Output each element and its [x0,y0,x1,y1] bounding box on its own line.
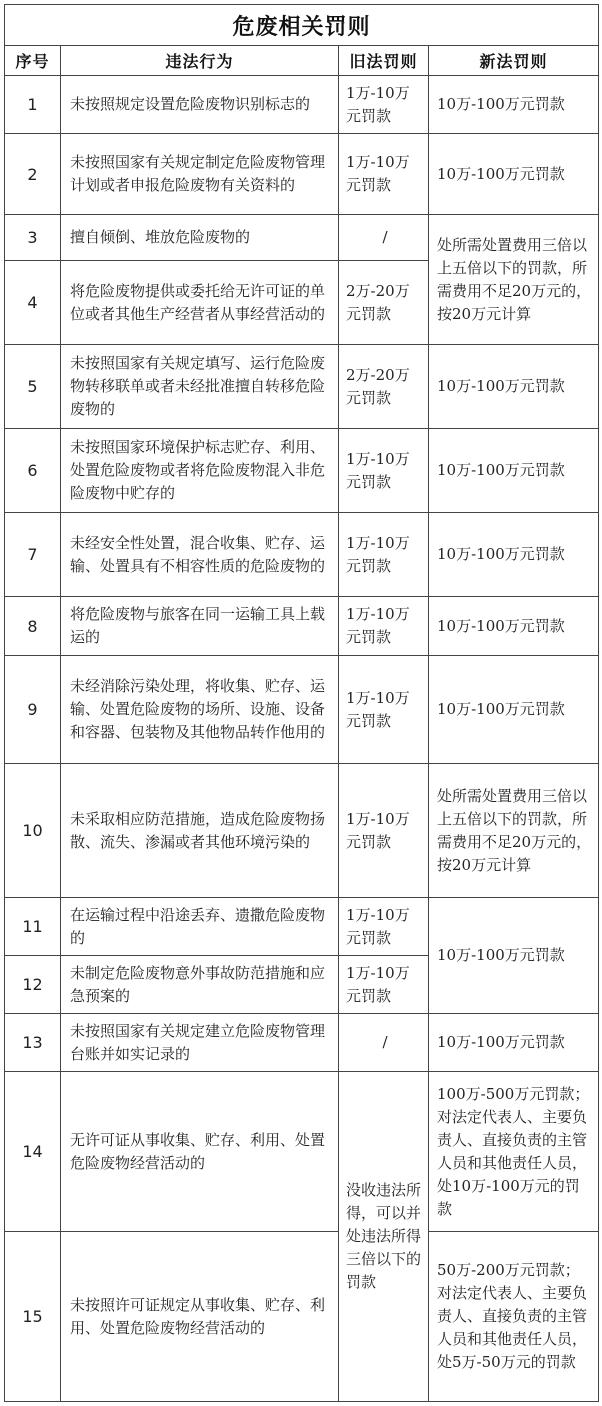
violation-cell: 未经安全性处置，混合收集、贮存、运输、处置具有不相容性质的危险废物的 [61,513,339,597]
table-row [5,134,599,215]
table-row [5,345,599,429]
old-penalty-cell: 1万-10万元罚款 [339,134,429,215]
new-penalty-cell: 10万-100万元罚款 [429,513,599,597]
header-new-penalty: 新法罚则 [429,46,599,76]
table-row [5,1014,599,1072]
old-penalty-cell: / [339,1014,429,1072]
row-number: 15 [5,1232,61,1402]
row-number: 3 [5,215,61,261]
violation-cell: 未按照国家有关规定制定危险废物管理计划或者申报危险废物有关资料的 [61,134,339,215]
table-row [5,764,599,898]
row-number: 12 [5,956,61,1014]
violation-cell: 将危险废物提供或委托给无许可证的单位或者其他生产经营者从事经营活动的 [61,261,339,345]
row-number: 8 [5,597,61,656]
violation-cell: 未经消除污染处理，将收集、贮存、运输、处置危险废物的场所、设施、设备和容器、包装物及其他物品转作他用的 [61,656,339,764]
old-penalty-cell: 1万-10万元罚款 [339,76,429,134]
old-penalty-cell: 1万-10万元罚款 [339,898,429,956]
table-row [5,429,599,513]
violation-cell: 未制定危险废物意外事故防范措施和应急预案的 [61,956,339,1014]
table-row [5,1232,599,1402]
row-number: 13 [5,1014,61,1072]
row-number: 10 [5,764,61,898]
header-violation: 违法行为 [61,46,339,76]
violation-cell: 未按照国家环境保护标志贮存、利用、处置危险废物或者将危险废物混入非危险废物中贮存的 [61,429,339,513]
violation-cell: 无许可证从事收集、贮存、利用、处置危险废物经营活动的 [61,1072,339,1232]
row-number: 9 [5,656,61,764]
table-row [5,215,599,261]
new-penalty-cell: 10万-100万元罚款 [429,76,599,134]
old-penalty-cell: 1万-10万元罚款 [339,429,429,513]
row-number: 1 [5,76,61,134]
violation-cell: 未按照规定设置危险废物识别标志的 [61,76,339,134]
row-number: 11 [5,898,61,956]
violation-cell: 未按照国家有关规定填写、运行危险废物转移联单或者未经批准擅自转移危险废物的 [61,345,339,429]
penalty-table [4,4,599,1402]
new-penalty-cell: 10万-100万元罚款 [429,1014,599,1072]
new-penalty-cell: 100万-500万元罚款；对法定代表人、主要负责人、直接负责的主管人员和其他责任人员，处10万-100万元的罚款 [429,1072,599,1232]
table-row [5,513,599,597]
violation-cell: 将危险废物与旅客在同一运输工具上载运的 [61,597,339,656]
row-number: 5 [5,345,61,429]
new-penalty-cell: 处所需处置费用三倍以上五倍以下的罚款，所需费用不足20万元的，按20万元计算 [429,215,599,345]
table-row [5,76,599,134]
header-row [5,46,599,76]
table-row [5,656,599,764]
new-penalty-cell: 10万-100万元罚款 [429,345,599,429]
violation-cell: 未按照许可证规定从事收集、贮存、利用、处置危险废物经营活动的 [61,1232,339,1402]
header-no: 序号 [5,46,61,76]
row-number: 7 [5,513,61,597]
violation-cell: 擅自倾倒、堆放危险废物的 [61,215,339,261]
row-number: 6 [5,429,61,513]
table-row [5,898,599,956]
table-row [5,1072,599,1232]
old-penalty-cell: 1万-10万元罚款 [339,764,429,898]
header-old-penalty: 旧法罚则 [339,46,429,76]
old-penalty-cell: / [339,215,429,261]
row-number: 2 [5,134,61,215]
new-penalty-cell: 10万-100万元罚款 [429,656,599,764]
table-title: 危废相关罚则 [5,5,599,46]
violation-cell: 未采取相应防范措施，造成危险废物扬散、流失、渗漏或者其他环境污染的 [61,764,339,898]
new-penalty-cell: 10万-100万元罚款 [429,597,599,656]
violation-cell: 在运输过程中沿途丢弃、遗撒危险废物的 [61,898,339,956]
new-penalty-cell: 10万-100万元罚款 [429,898,599,1014]
old-penalty-cell: 2万-20万元罚款 [339,345,429,429]
old-penalty-cell: 1万-10万元罚款 [339,513,429,597]
old-penalty-cell: 1万-10万元罚款 [339,956,429,1014]
old-penalty-cell: 2万-20万元罚款 [339,261,429,345]
new-penalty-cell: 处所需处置费用三倍以上五倍以下的罚款，所需费用不足20万元的，按20万元计算 [429,764,599,898]
row-number: 4 [5,261,61,345]
old-penalty-cell: 1万-10万元罚款 [339,597,429,656]
old-penalty-cell: 1万-10万元罚款 [339,656,429,764]
new-penalty-cell: 10万-100万元罚款 [429,429,599,513]
new-penalty-cell: 10万-100万元罚款 [429,134,599,215]
table-row [5,597,599,656]
old-penalty-cell: 没收违法所得，可以并处违法所得三倍以下的罚款 [339,1072,429,1402]
row-number: 14 [5,1072,61,1232]
violation-cell: 未按照国家有关规定建立危险废物管理台账并如实记录的 [61,1014,339,1072]
new-penalty-cell: 50万-200万元罚款；对法定代表人、主要负责人、直接负责的主管人员和其他责任人员，处5万-50万元的罚款 [429,1232,599,1402]
